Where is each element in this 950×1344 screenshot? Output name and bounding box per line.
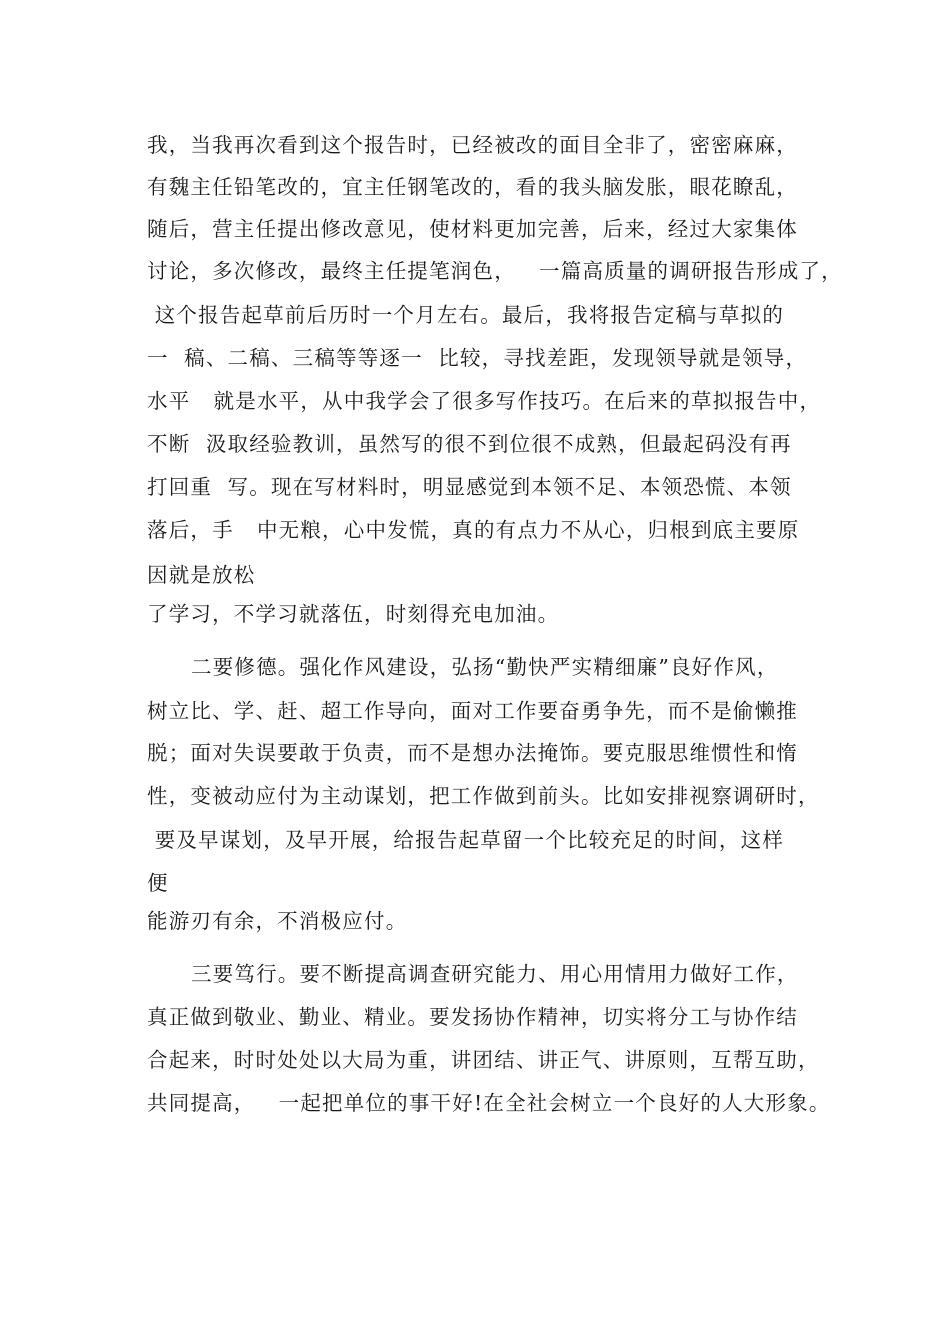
text-line: 随后，营主任提出修改意见，使材料更加完善，后来，经过大家集体 — [147, 217, 798, 241]
text-line: 讨论，多次修改，最终主任提笔润色， 一篇高质量的调研报告形成了， — [147, 259, 843, 283]
paragraph-start-line: 二要修德。强化作风建设，弘扬“勤快严实精细廉”良好作风， — [191, 655, 779, 679]
text-line: 性，变被动应付为主动谋划，把工作做到前头。比如安排视察调研时， — [147, 784, 820, 808]
text-line: 要及早谋划，及早开展，给报告起草留一个比较充足的时间，这样 — [147, 828, 785, 852]
text-line: 这个报告起草前后历时一个月左右。最后，我将报告定稿与草拟的 — [147, 303, 785, 327]
text-line: 真正做到敬业、勤业、精业。要发扬协作精神，切实将分工与协作结 — [147, 1005, 798, 1029]
text-line: 一 稿、二稿、三稿等等逐一 比较，寻找差距，发现领导就是领导， — [147, 346, 808, 370]
text-line: 共同提高， 一起把单位的事干好!在全社会树立一个良好的人大形象。 — [147, 1091, 831, 1115]
text-line: 落后，手 中无粮，心中发慌，真的有点力不从心，归根到底主要原 — [147, 518, 800, 542]
text-line: 脱；面对失误要敢于负责，而不是想办法掩饰。要克服思维惯性和惰 — [147, 741, 798, 765]
text-line: 能游刃有余，不消极应付。 — [147, 909, 408, 933]
text-line: 便 — [147, 871, 169, 895]
text-line: 不断 汲取经验教训，虽然写的很不到位很不成熟，但最起码没有再 — [147, 432, 792, 456]
text-line: 打回重 写。现在写材料时，明显感觉到本领不足、本领恐慌、本领 — [147, 475, 792, 499]
text-line: 有魏主任铅笔改的，宜主任钢笔改的，看的我头脑发胀，眼花瞭乱， — [147, 175, 798, 199]
paragraph-start-line: 三要笃行。要不断提高调查研究能力、用心用情用力做好工作， — [191, 962, 799, 986]
text-line: 水平 就是水平，从中我学会了很多写作技巧。在后来的草拟报告中， — [147, 389, 822, 413]
text-line: 了学习，不学习就落伍，时刻得充电加油。 — [147, 602, 560, 626]
text-line: 树立比、学、赶、超工作导向，面对工作要奋勇争先，而不是偷懒推 — [147, 699, 798, 723]
text-line: 因就是放松 — [147, 563, 256, 587]
text-line: 我，当我再次看到这个报告时，已经被改的面目全非了，密密麻麻， — [147, 133, 798, 157]
text-line: 合起来，时时处处以大局为重，讲团结、讲正气、讲原则，互帮互助， — [147, 1048, 820, 1072]
